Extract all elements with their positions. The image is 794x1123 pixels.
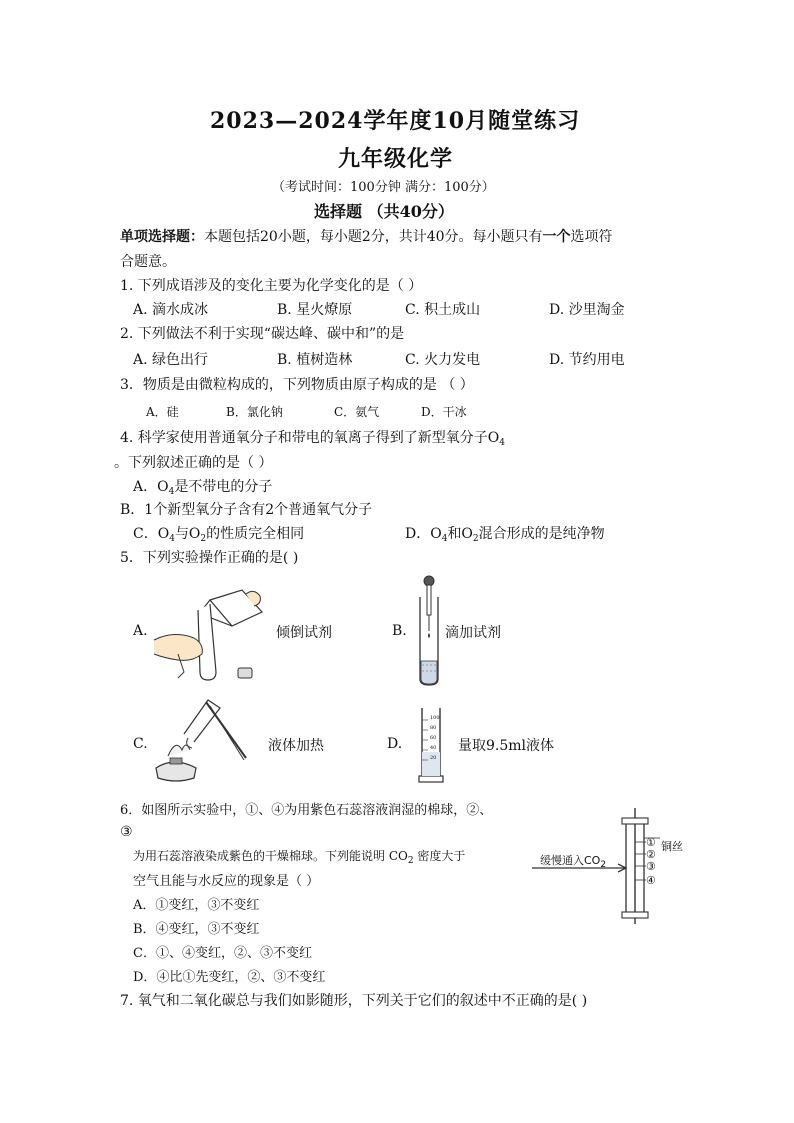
instructions-emph: 一个 — [542, 229, 571, 245]
subscript: 2 — [407, 856, 414, 866]
question-6-option-c: C．①、④变红，②、③不变红 — [133, 946, 312, 961]
cotton-ball-4: ④ — [646, 874, 656, 887]
question-2-option-d: D. 节约用电 — [549, 352, 625, 368]
question-4-stem-text: 4. 科学家使用普通氧分子和带电的氧离子得到了新型氧分子O — [120, 430, 500, 446]
question-6-stem-line2: ③ — [120, 824, 133, 840]
option-text: C．O — [133, 526, 170, 542]
option-text: 与O — [174, 526, 201, 542]
option-text: A．O — [133, 479, 169, 495]
co2-inlet-label — [540, 852, 606, 868]
question-5-option-d-label: 量取9.5ml液体 — [458, 738, 555, 754]
option-text: 是不带电的分子 — [174, 479, 273, 495]
question-4-option-d — [405, 523, 605, 543]
exam-subject: 九年级化学 — [338, 146, 454, 172]
question-2-option-a: A. 绿色出行 — [133, 352, 209, 368]
question-5-option-b-label: 滴加试剂 — [445, 625, 501, 641]
question-4-option-c — [133, 523, 304, 543]
question-1-option-a: A. 滴水成冰 — [133, 302, 209, 318]
question-3-option-d: D．干冰 — [421, 405, 467, 419]
instructions-line1 — [120, 226, 613, 246]
subscript: 4 — [499, 438, 506, 448]
option-text: 混合形成的是纯净物 — [478, 526, 605, 542]
question-6-stem-line1: 6．如图所示实验中，①、④为用紫色石蕊溶液润湿的棉球，②、 — [120, 803, 493, 818]
pouring-reagent-illustration — [150, 582, 280, 687]
cotton-ball-2: ② — [646, 848, 656, 861]
copper-wire-label: 铜丝 — [661, 840, 683, 853]
question-1-option-c: C. 积土成山 — [405, 302, 481, 318]
option-text: 的性质完全相同 — [206, 526, 305, 542]
question-2-stem: 2. 下列做法不利于实现“碳达峰、碳中和”的是 — [120, 326, 405, 342]
question-4-stem-line1 — [120, 427, 505, 447]
question-3-stem: 3．物质是由微粒构成的，下列物质由原子构成的是 （ ） — [120, 377, 474, 393]
cylinder-tick-40: 40 — [430, 745, 437, 751]
cotton-ball-3: ③ — [646, 860, 656, 873]
question-4-option-b: B．1个新型氧分子含有2个普通氧气分子 — [120, 502, 373, 518]
cylinder-tick-60: 60 — [430, 735, 437, 741]
cotton-ball-1: ① — [646, 836, 656, 849]
subscript: 2 — [472, 534, 479, 544]
option-text: D．O — [405, 526, 442, 542]
question-1-option-d: D. 沙里淘金 — [549, 302, 625, 318]
exam-info: （考试时间：100分钟 满分：100分） — [272, 180, 495, 195]
exam-title: 2023—2024学年度10月随堂练习 — [210, 108, 581, 134]
question-5-option-a-letter: A. — [133, 623, 148, 639]
stem-text: 为用石蕊溶液染成紫色的干燥棉球。下列能说明 CO — [133, 849, 408, 863]
question-1-option-b: B. 星火燎原 — [277, 302, 353, 318]
question-1-stem: 1. 下列成语涉及的变化主要为化学变化的是（ ） — [120, 278, 423, 294]
question-5-option-c-label: 液体加热 — [268, 738, 324, 754]
instructions-text: 本题包括20小题，每小题2分，共计40分。每小题只有 — [204, 229, 543, 245]
question-3-option-a: A．硅 — [146, 405, 179, 419]
stem-text: 密度大于 — [413, 849, 466, 863]
question-2-option-b: B. 植树造林 — [277, 352, 353, 368]
question-5-option-b-letter: B. — [392, 623, 407, 639]
option-text: 和O — [447, 526, 473, 542]
cylinder-tick-20: 20 — [430, 755, 437, 761]
dropper-illustration — [414, 575, 444, 687]
question-6-stem-line3 — [133, 847, 465, 864]
question-6-stem-line4: 空气且能与水反应的现象是（ ） — [133, 874, 320, 889]
question-4-option-a — [133, 476, 272, 496]
question-4-stem-line2: 。下列叙述正确的是（ ） — [114, 455, 273, 471]
question-5-option-c-letter: C. — [133, 736, 148, 752]
cylinder-tick-100: 100 — [430, 715, 440, 721]
question-5-option-a-label: 倾倒试剂 — [276, 625, 332, 641]
cylinder-tick-80: 80 — [430, 725, 437, 731]
question-3-option-c: C．氨气 — [334, 405, 380, 419]
question-6-option-b: B．④变红，③不变红 — [133, 922, 260, 937]
instructions-text-2: 选项符 — [570, 229, 613, 245]
instructions-line2: 合题意。 — [120, 254, 176, 270]
question-6-option-d: D．④比①先变红，②、③不变红 — [133, 970, 326, 985]
subscript: 2 — [600, 860, 607, 870]
subscript: 4 — [441, 534, 448, 544]
question-5-option-d-letter: D. — [387, 736, 403, 752]
section-title: 选择题 （共40分） — [314, 202, 454, 221]
subscript: 4 — [168, 487, 175, 497]
question-5-stem: 5．下列实验操作正确的是( ) — [120, 550, 299, 566]
question-6-option-a: A．①变红，③不变红 — [133, 898, 260, 913]
question-2-option-c: C. 火力发电 — [405, 352, 481, 368]
liquid-heating-illustration — [146, 698, 250, 784]
subscript: 2 — [200, 534, 207, 544]
inlet-text: 缓慢通入CO — [540, 854, 601, 867]
question-3-option-b: B．氯化钠 — [226, 405, 283, 419]
instructions-label: 单项选择题： — [120, 229, 204, 245]
subscript: 4 — [169, 534, 175, 544]
question-7-stem: 7. 氧气和二氧化碳总与我们如影随形，下列关于它们的叙述中不正确的是( ) — [120, 993, 588, 1009]
